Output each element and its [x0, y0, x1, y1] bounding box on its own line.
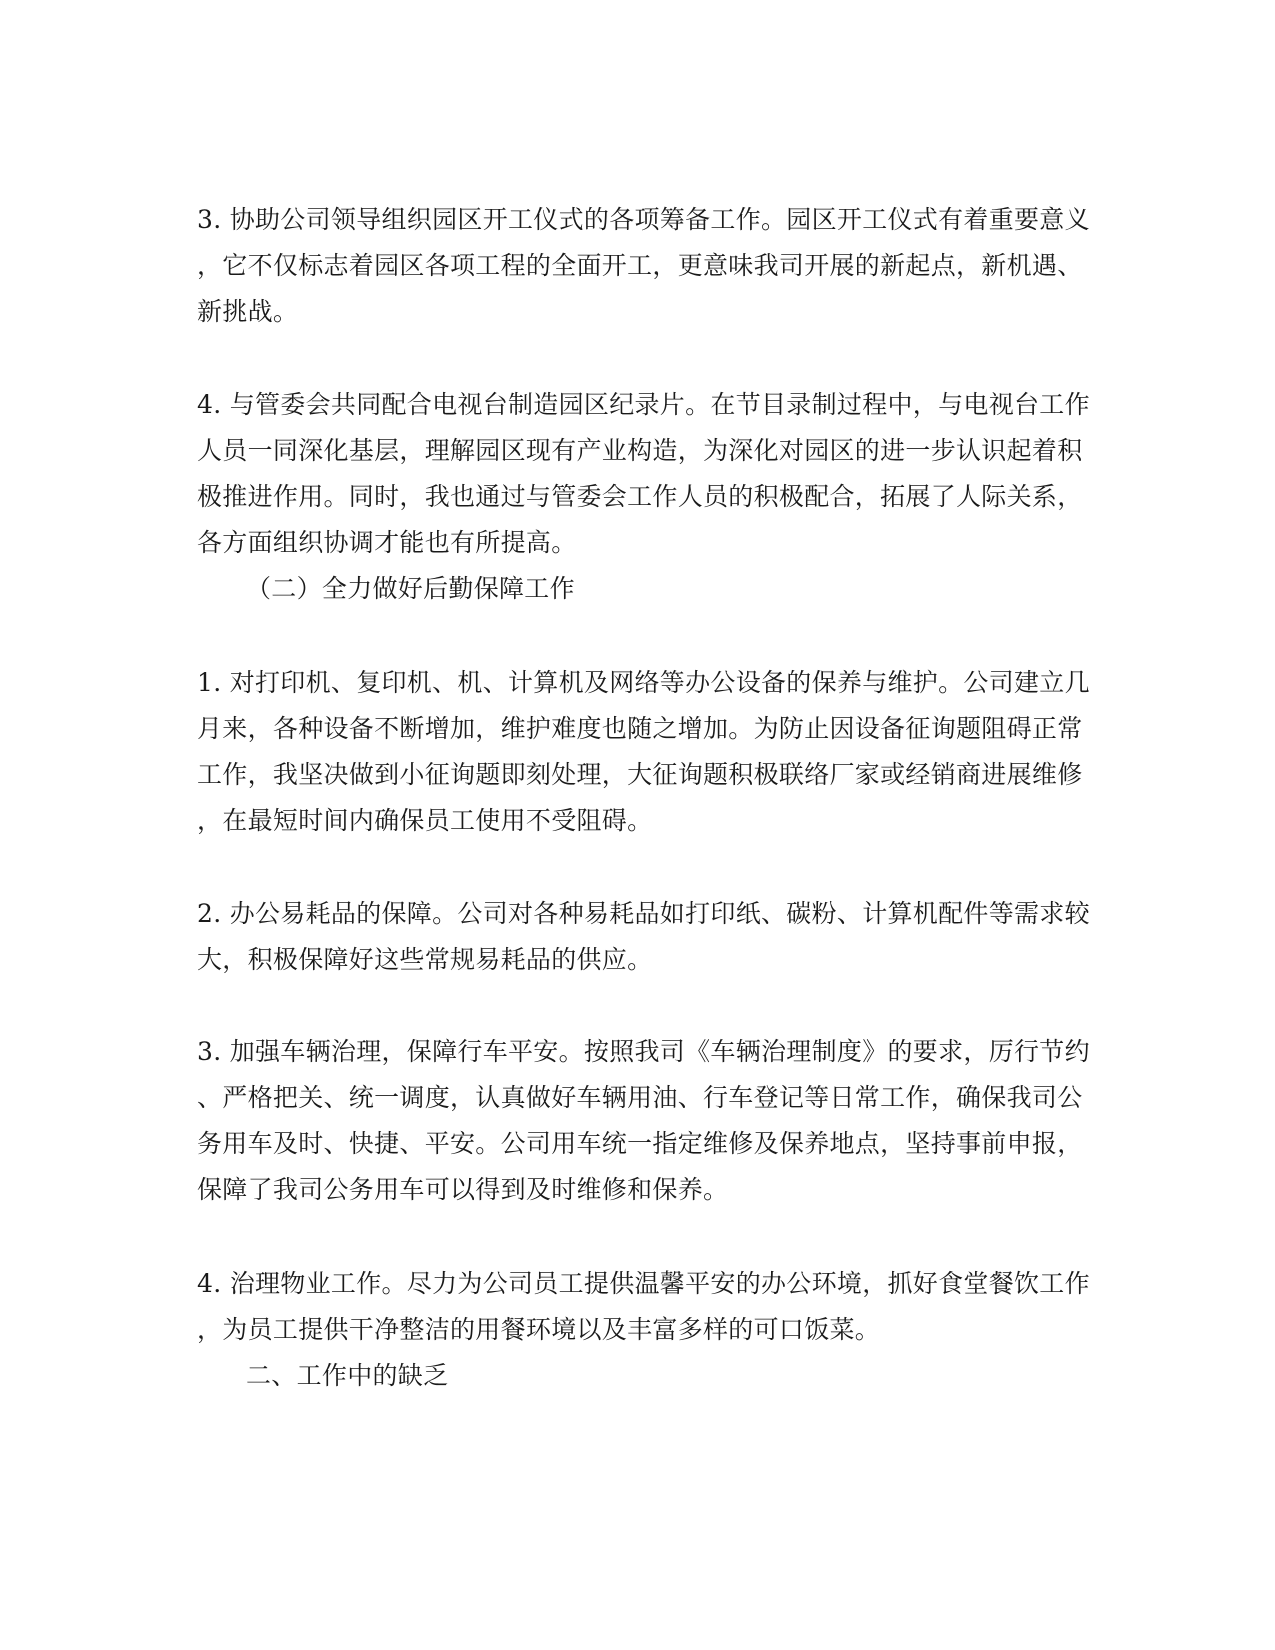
paragraph-line: 新挑战。	[197, 297, 299, 326]
paragraph-line: 大，积极保障好这些常规易耗品的供应。	[197, 945, 653, 974]
paragraph-line: ，为员工提供干净整洁的用餐环境以及丰富多样的可口饭菜。	[197, 1315, 881, 1344]
paragraph-line: 4. 治理物业工作。尽力为公司员工提供温馨平安的办公环境，抓好食堂餐饮工作	[197, 1269, 1090, 1298]
paragraph-line: 极推进作用。同时，我也通过与管委会工作人员的积极配合，拓展了人际关系，	[197, 482, 1083, 511]
paragraph-line: 2. 办公易耗品的保障。公司对各种易耗品如打印纸、碳粉、计算机配件等需求较	[197, 899, 1090, 928]
paragraph-line: 保障了我司公务用车可以得到及时维修和保养。	[197, 1175, 729, 1204]
paragraph-line: 3. 加强车辆治理，保障行车平安。按照我司《车辆治理制度》的要求，厉行节约	[197, 1037, 1090, 1066]
section-heading: 二、工作中的缺乏	[246, 1361, 449, 1390]
section-heading: （二）全力做好后勤保障工作	[246, 574, 575, 603]
paragraph-line: 3. 协助公司领导组织园区开工仪式的各项筹备工作。园区开工仪式有着重要意义	[197, 205, 1090, 234]
paragraph-line: 1. 对打印机、复印机、机、计算机及网络等办公设备的保养与维护。公司建立几	[197, 668, 1090, 697]
paragraph-line: 、严格把关、统一调度，认真做好车辆用油、行车登记等日常工作，确保我司公	[197, 1083, 1083, 1112]
paragraph-line: ，它不仅标志着园区各项工程的全面开工，更意味我司开展的新起点，新机遇、	[197, 251, 1083, 280]
paragraph-line: 月来，各种设备不断增加，维护难度也随之增加。为防止因设备征询题阻碍正常	[197, 714, 1083, 743]
paragraph-line: 务用车及时、快捷、平安。公司用车统一指定维修及保养地点，坚持事前申报，	[197, 1129, 1083, 1158]
paragraph-line: 工作，我坚决做到小征询题即刻处理，大征询题积极联络厂家或经销商进展维修	[197, 760, 1083, 789]
paragraph-line: 各方面组织协调才能也有所提高。	[197, 528, 577, 557]
paragraph-line: ，在最短时间内确保员工使用不受阻碍。	[197, 806, 653, 835]
paragraph-line: 人员一同深化基层，理解园区现有产业构造，为深化对园区的进一步认识起着积	[197, 436, 1083, 465]
paragraph-line: 4. 与管委会共同配合电视台制造园区纪录片。在节目录制过程中，与电视台工作	[197, 390, 1090, 419]
